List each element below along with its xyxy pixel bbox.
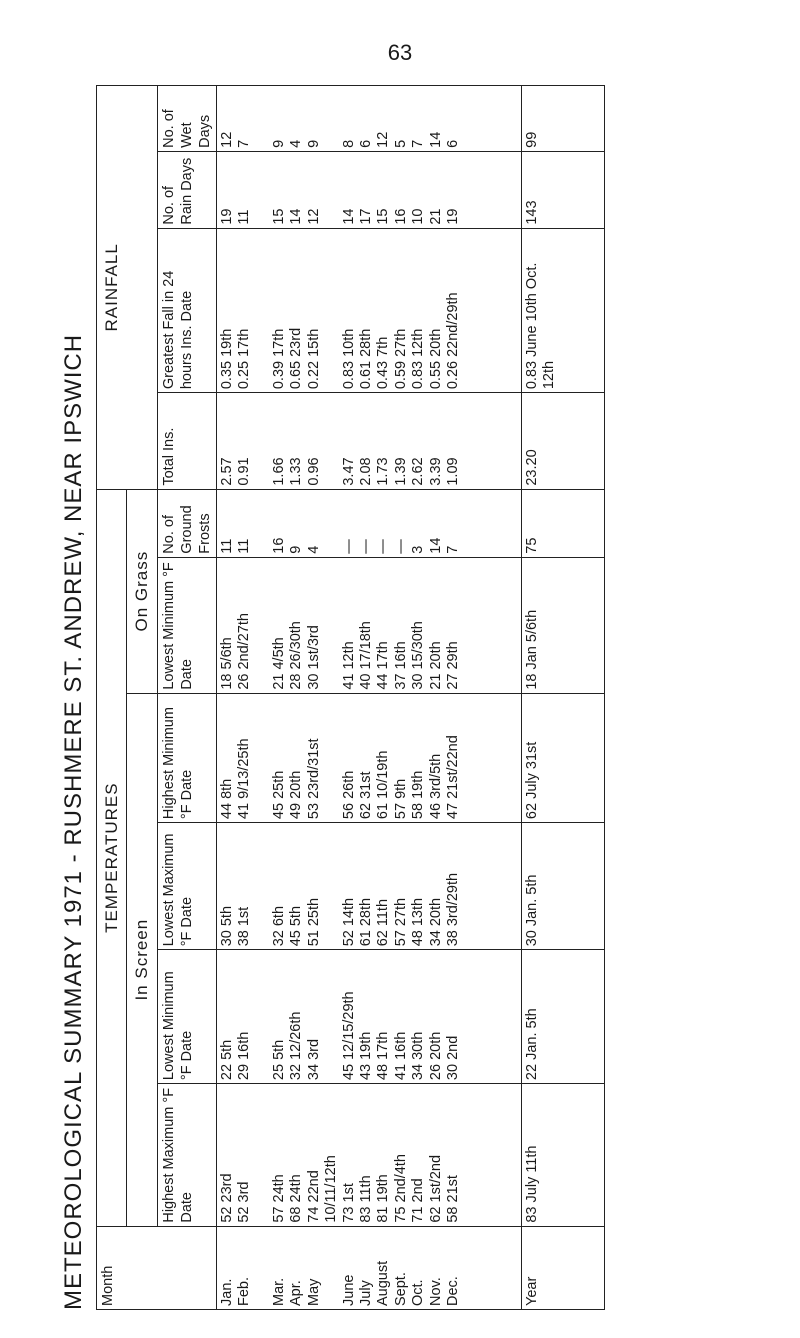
wet-days-entry [323,89,340,148]
rain-days-entry: 19 [218,208,235,225]
total-entry [323,396,340,486]
greatest-fall-entry: 0.22 15th [305,328,322,390]
months-entry: Apr. [288,1280,305,1306]
months-entry: August [375,1260,392,1306]
lowest-minimum-grass-entry: 28 26/30th [288,621,305,690]
total-entry: 2.57 [218,457,235,486]
lowest-minimum-screen-entry: 48 17th [375,1031,392,1081]
wet-days-entry: 12 [218,131,235,148]
lowest-minimum-screen-entry: 26 20th [427,1031,444,1081]
rain-days-entry [254,155,271,225]
highest-minimum-entry: 57 9th [392,778,409,820]
lowest-maximum-entry: 45 5th [288,905,305,947]
highest-maximum-entry: 52 23rd [218,1173,235,1223]
lowest-maximum-entry: 62 11th [375,898,392,947]
rain-days-column [216,151,521,228]
greatest-fall-entry: 0.55 20th [427,328,444,390]
lowest-minimum-screen-entry: 30 2nd [444,1035,461,1081]
ground-frosts-entry: — [340,539,357,554]
lowest-minimum-grass-entry [254,561,271,690]
monthly-data-row [216,86,521,1310]
greatest-fall-entry: 0.26 22nd/29th [444,292,461,390]
ground-frosts-entry: 9 [288,545,305,554]
greatest-fall-entry: 0.43 7th [375,336,392,390]
wet-days-entry: 12 [375,131,392,148]
months-entry: Nov. [427,1277,444,1306]
greatest-fall-entry: 0.65 23rd [288,327,305,390]
lowest-minimum-screen-entry: 29 16th [236,1031,253,1081]
total-entry: 0.91 [236,457,253,486]
lowest-minimum-grass-entry: 30 1st/3rd [305,625,322,690]
lowest-minimum-screen-entry [323,953,340,1080]
wet-days-entry: 9 [305,139,322,148]
months-entry: Jan. [218,1278,235,1306]
rotated-table-block [60,80,780,1310]
lowest-maximum-entry: 51 25th [305,897,322,947]
year-total-rainfall: 23.20 [521,393,604,490]
rain-days-entry: 12 [305,208,322,225]
highest-minimum-entry: 47 21st/22nd [444,735,461,820]
lowest-maximum-entry: 61 28th [358,897,374,947]
rain-days-header: No. of Rain Days [157,151,216,228]
year-lowest-minimum-grass: 18 Jan 5/6th [521,557,604,693]
year-lowest-minimum-screen: 22 Jan. 5th [521,950,604,1084]
highest-minimum-entry: 53 23rd/31st [305,738,322,820]
months-entry [254,1230,271,1306]
lowest-minimum-grass-entry: 41 12th [340,641,357,690]
lowest-maximum-header: Lowest Maximum °F Date [157,823,216,950]
lowest-minimum-grass-entry: 37 16th [392,641,409,690]
months-entry: June [340,1274,357,1306]
total-entry: 1.33 [288,457,305,486]
rain-days-entry: 15 [271,208,288,225]
total-entry: 1.73 [375,457,392,486]
lowest-minimum-grass-entry: 21 20th [427,641,444,690]
total-rainfall-column [216,393,521,490]
total-entry: 3.47 [340,457,357,486]
lowest-minimum-screen-entry [254,953,271,1080]
months-entry: May [305,1278,322,1306]
month-column [216,1226,521,1309]
total-entry: 1.09 [444,457,461,486]
highest-minimum-entry: 41 9/13/25th [236,738,253,820]
ground-frosts-entry: — [392,539,409,554]
year-highest-maximum: 83 July 11th [521,1084,604,1227]
highest-minimum-entry: 58 19th [410,770,427,820]
lowest-minimum-screen-entry: 45 12/15/29th [340,991,357,1081]
rainfall-group-header: RAINFALL [97,86,158,490]
ground-frosts-entry: 16 [271,537,288,554]
highest-maximum-entry: 10/11/12th [323,1155,340,1223]
months-entry: Sept. [392,1272,409,1306]
rain-days-entry: 14 [340,208,357,225]
wet-days-entry: 7 [236,139,253,148]
greatest-fall-header: Greatest Fall in 24 hours Ins. Date [157,228,216,393]
lowest-minimum-screen-entry: 43 19th [358,1031,374,1081]
year-greatest-fall: 0.83 June 10th Oct. 12th [521,228,604,393]
greatest-fall-entry: 0.59 27th [392,328,409,390]
greatest-fall-entry: 0.35 19th [218,328,235,390]
rain-days-entry: 19 [444,208,461,225]
lowest-minimum-screen-entry: 34 3rd [305,1038,322,1081]
year-lowest-maximum: 30 Jan. 5th [521,823,604,950]
lowest-minimum-screen-entry: 25 5th [271,1039,288,1081]
highest-minimum-entry: 45 25th [271,770,288,820]
total-entry: 1.66 [271,457,288,486]
ground-frosts-entry: 11 [236,538,253,554]
highest-maximum-entry: 71 2nd [410,1178,427,1223]
lowest-minimum-grass-entry: 44 17th [375,641,392,690]
ground-frosts-entry: 3 [410,545,427,554]
year-rain-days: 143 [521,151,604,228]
lowest-minimum-grass-entry: 40 17/18th [358,621,374,690]
total-entry: 3.39 [427,457,444,486]
rain-days-entry: 17 [358,208,374,225]
wet-days-entry: 14 [427,131,444,148]
greatest-fall-entry: 0.83 10th [340,328,357,390]
lowest-maximum-entry: 48 13th [410,897,427,947]
column-header-row [157,86,216,1310]
lowest-maximum-entry [323,826,340,946]
highest-maximum-entry: 62 1st/2nd [427,1154,444,1223]
lowest-minimum-grass-entry: 26 2nd/27th [236,613,253,690]
page-number: 63 [387,40,413,65]
lowest-minimum-grass-entry: 30 15/30th [410,621,427,690]
highest-maximum-entry [254,1087,271,1223]
highest-maximum-entry: 83 11th [358,1175,374,1223]
months-entry [323,1230,340,1306]
highest-minimum-entry: 46 3rd/5th [427,753,444,820]
lowest-minimum-grass-entry: 21 4/5th [271,637,288,690]
highest-minimum-entry [254,697,271,819]
ground-frosts-entry: 4 [305,545,322,554]
months-entry: July [358,1280,374,1306]
greatest-fall-entry [323,232,340,390]
lowest-maximum-entry: 30 5th [218,905,235,947]
page-title: METEOROLOGICAL SUMMARY 1971 - RUSHMERE ST. ANDREW, NEAR IPSWICH [60,333,87,1310]
lowest-minimum-screen-column [216,950,521,1084]
ground-frosts-column [216,489,521,557]
wet-days-entry: 6 [444,139,461,148]
lowest-minimum-screen-entry: 32 12/26th [288,1011,305,1081]
highest-maximum-entry: 57 24th [271,1174,288,1223]
rain-days-entry: 14 [288,208,305,225]
rain-days-entry: 16 [392,208,409,225]
greatest-fall-entry [254,232,271,390]
year-ground-frosts: 75 [521,489,604,557]
highest-minimum-entry: 61 10/19th [375,750,392,820]
greatest-fall-entry: 0.25 17th [236,328,253,390]
lowest-minimum-grass-entry [323,561,340,690]
lowest-maximum-entry: 38 3rd/29th [444,872,461,947]
rain-days-entry: 21 [427,208,444,225]
temperatures-group-header: TEMPERATURES [97,489,127,1226]
wet-days-entry: 5 [392,139,409,148]
month-header: Month [97,1226,217,1309]
lowest-minimum-screen-header: Lowest Minimum °F Date [157,950,216,1084]
wet-days-column [216,86,521,152]
months-entry: Feb. [236,1276,253,1306]
in-screen-subgroup-header: In Screen [127,693,157,1226]
total-entry: 0.96 [305,457,322,486]
wet-days-entry: 7 [410,139,427,148]
highest-maximum-entry: 74 22nd [305,1170,322,1223]
year-summary-row [521,86,604,1310]
months-entry: Oct. [410,1279,427,1306]
ground-frosts-entry [254,493,271,554]
on-grass-subgroup-header: On Grass [127,489,157,693]
lowest-minimum-screen-entry: 22 5th [218,1039,235,1081]
lowest-maximum-column [216,823,521,950]
ground-frosts-entry: 11 [218,538,235,554]
ground-frosts-entry [323,493,340,554]
highest-maximum-entry: 68 24th [288,1174,305,1223]
total-rainfall-header: Total Ins. [157,393,216,490]
ground-frosts-entry: 7 [444,545,461,554]
highest-minimum-entry: 44 8th [218,778,235,820]
highest-minimum-entry: 62 31st [358,771,374,820]
meteorological-summary-table [96,85,605,1310]
greatest-fall-entry: 0.83 12th [410,328,427,390]
year-label: Year [521,1226,604,1309]
lowest-maximum-entry: 57 27th [392,897,409,947]
rain-days-entry [323,155,340,225]
lowest-minimum-screen-entry: 34 30th [410,1031,427,1081]
year-highest-minimum: 62 July 31st [521,693,604,822]
lowest-minimum-grass-column [216,557,521,693]
highest-maximum-column [216,1084,521,1227]
wet-days-entry: 9 [271,139,288,148]
lowest-maximum-entry: 34 20th [427,897,444,947]
highest-maximum-entry: 75 2nd/4th [392,1154,409,1223]
highest-maximum-entry: 73 1st [340,1183,357,1223]
lowest-maximum-entry [254,826,271,946]
lowest-maximum-entry: 38 1st [236,906,253,947]
greatest-fall-column [216,228,521,393]
wet-days-header: No. of Wet Days [157,86,216,152]
highest-minimum-entry [323,697,340,819]
highest-maximum-entry: 81 19th [375,1174,392,1223]
highest-maximum-header: Highest Maximum °F Date [157,1084,216,1227]
total-entry: 2.08 [358,457,374,486]
lowest-maximum-entry: 52 14th [340,897,357,947]
rain-days-entry: 11 [236,209,253,225]
greatest-fall-entry: 0.61 28th [358,328,374,390]
lowest-minimum-grass-entry: 18 5/6th [218,637,235,690]
highest-minimum-column [216,693,521,822]
wet-days-entry: 4 [288,139,305,148]
lowest-minimum-grass-entry: 27 29th [444,641,461,690]
lowest-minimum-screen-entry: 41 16th [392,1031,409,1081]
ground-frosts-entry: — [375,539,392,554]
greatest-fall-entry: 0.39 17th [271,328,288,390]
wet-days-entry [254,89,271,148]
highest-minimum-entry: 56 26th [340,770,357,820]
months-entry: Mar. [271,1277,288,1306]
year-wet-days: 99 [521,86,604,152]
ground-frosts-entry: 14 [427,537,444,554]
ground-frosts-header: No. of Ground Frosts [157,489,216,557]
total-entry: 2.62 [410,457,427,486]
group-header-row [97,86,127,1310]
highest-minimum-header: Highest Minimum °F Date [157,693,216,822]
total-entry [254,396,271,486]
rain-days-entry: 15 [375,208,392,225]
wet-days-entry: 8 [340,139,357,148]
rain-days-entry: 10 [410,208,427,225]
total-entry: 1.39 [392,457,409,486]
lowest-maximum-entry: 32 6th [271,905,288,947]
lowest-minimum-grass-header: Lowest Minimum °F Date [157,557,216,693]
highest-maximum-entry: 52 3rd [236,1181,253,1223]
highest-maximum-entry: 58 21st [444,1175,461,1223]
ground-frosts-entry: — [358,539,374,554]
months-entry: Dec. [444,1276,461,1306]
highest-minimum-entry: 49 20th [288,770,305,820]
wet-days-entry: 6 [358,139,374,148]
